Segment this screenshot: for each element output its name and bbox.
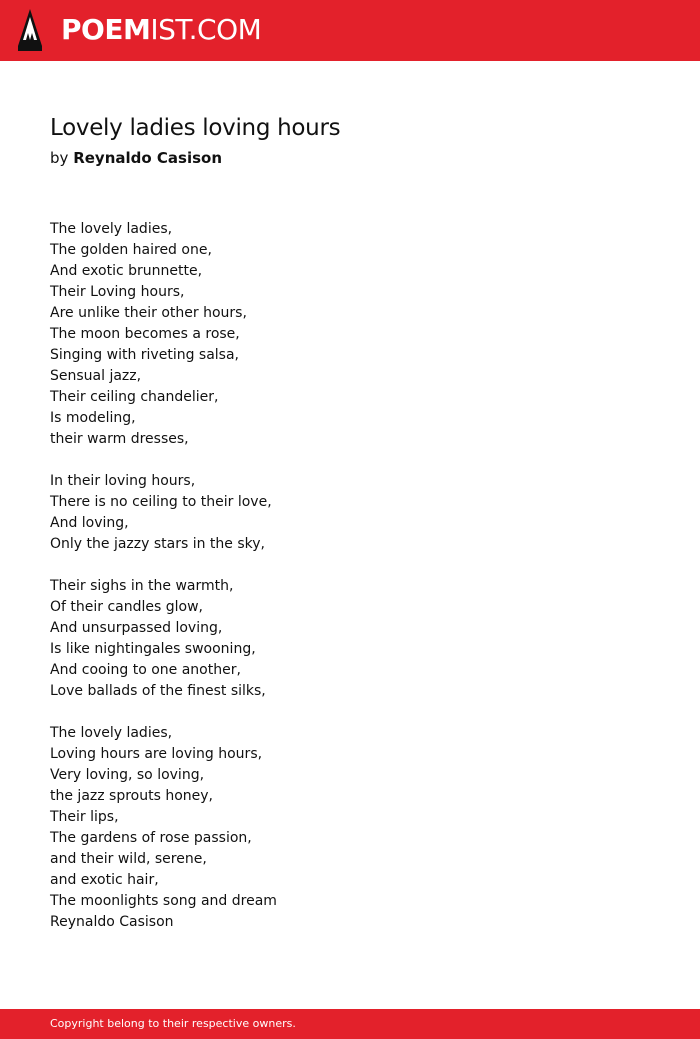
pencil-tip-icon	[16, 8, 44, 52]
poem-stanza	[50, 471, 650, 555]
poem-line: The lovely ladies,	[50, 221, 173, 237]
poem-line: the jazz sprouts honey,	[50, 788, 214, 804]
poem-stanza	[50, 576, 650, 702]
poem-line: Is like nightingales swooning,	[50, 641, 256, 657]
poem-line: And exotic brunnette,	[50, 263, 203, 279]
poem-line: their warm dresses,	[50, 431, 189, 447]
poem-body	[50, 219, 650, 954]
by-label: by	[50, 149, 69, 167]
poem-line: Only the jazzy stars in the sky,	[50, 536, 265, 552]
poem-line: And unsurpassed loving,	[50, 620, 223, 636]
poem-line: And cooing to one another,	[50, 662, 241, 678]
poem-line: Of their candles glow,	[50, 599, 203, 615]
logo-light-text: IST.COM	[150, 13, 262, 46]
poem-stanza	[50, 219, 650, 450]
poem-line: The moon becomes a rose,	[50, 326, 240, 342]
site-header	[0, 0, 700, 61]
site-logo-link[interactable]	[16, 8, 261, 52]
poem-line: Their sighs in the warmth,	[50, 578, 234, 594]
poem-line: Love ballads of the finest silks,	[50, 683, 266, 699]
poem-line: And loving,	[50, 515, 129, 531]
site-logo-text	[61, 8, 261, 52]
author-name: Reynaldo Casison	[73, 149, 223, 167]
poem-line: Singing with riveting salsa,	[50, 347, 240, 363]
poem-line: In their loving hours,	[50, 473, 196, 489]
poem-line: Their Loving hours,	[50, 284, 185, 300]
poem-line: Their lips,	[50, 809, 119, 825]
poem-line: Reynaldo Casison	[50, 914, 174, 930]
poem-title: Lovely ladies loving hours	[50, 115, 341, 141]
poem-line: Sensual jazz,	[50, 368, 142, 384]
poem-line: The gardens of rose passion,	[50, 830, 252, 846]
byline	[50, 149, 222, 167]
site-footer	[0, 1009, 700, 1039]
poem-line: Are unlike their other hours,	[50, 305, 247, 321]
poem-line: Loving hours are loving hours,	[50, 746, 263, 762]
poem-line: The lovely ladies,	[50, 725, 173, 741]
poem-line: Very loving, so loving,	[50, 767, 205, 783]
poem-line: The golden haired one,	[50, 242, 212, 258]
poem-line: and their wild, serene,	[50, 851, 207, 867]
poem-line: The moonlights song and dream	[50, 893, 277, 909]
poem-stanza	[50, 723, 650, 933]
poem-line: and exotic hair,	[50, 872, 159, 888]
poem-line: Their ceiling chandelier,	[50, 389, 219, 405]
logo-bold-text: POEM	[61, 13, 151, 46]
poem-line: Is modeling,	[50, 410, 136, 426]
copyright-text: Copyright belong to their respective owners.	[50, 1017, 296, 1030]
poem-line: There is no ceiling to their love,	[50, 494, 272, 510]
